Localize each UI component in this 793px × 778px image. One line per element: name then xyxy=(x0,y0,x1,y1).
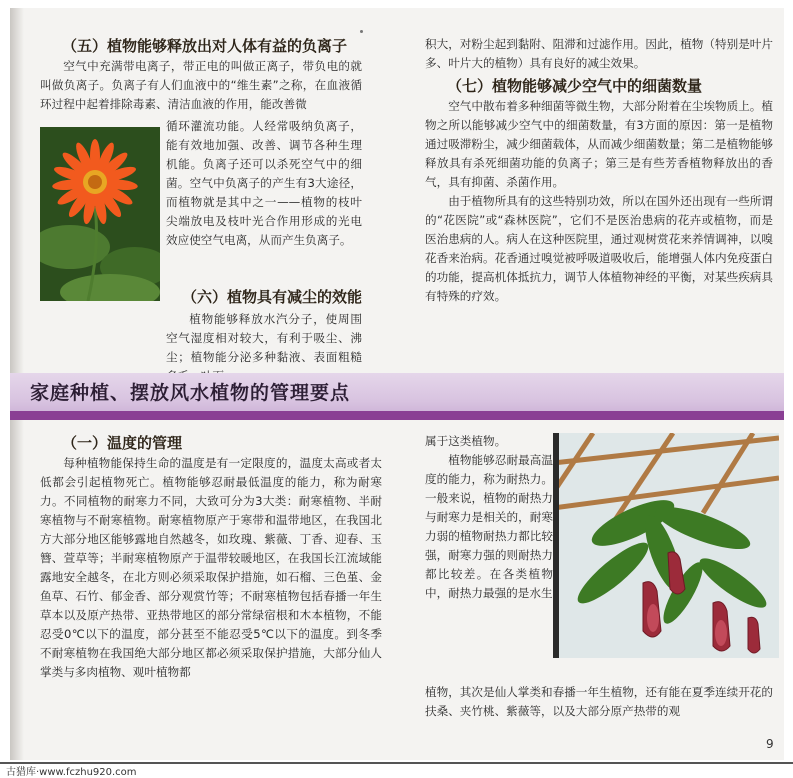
paragraph-bacteria: 空气中散布着多种细菌等微生物，大部分附着在尘埃物质上。植物之所以能够减少空气中的细菌数量，有3方面的原因：第一是植物通过吸滞粉尘，减少细菌载体，从而减少细菌数量；第二是植物能够释放具有杀死细菌功能的负离子；第三是有些芳香植物释放出的香气，具有抑菌、杀菌作用。 xyxy=(425,99,773,189)
left-top-column xyxy=(40,35,362,114)
paragraph-negative-ions: 空气中充满带电离子，带正电的叫做正离子，带负电的就叫做负离子。负离子有人们血液中的“维生素”之称，在血液循环过程中起着排除毒素、清洁血液的作用，能改善微 xyxy=(40,59,362,111)
right-top-column xyxy=(425,35,773,306)
gerbera-flower-illustration xyxy=(40,127,160,301)
paragraph-dust-cont: 积大，对粉尘起到黏附、阻滞和过滤作用。因此，植物（特别是叶片多、叶片大的植物）具有良好的减尘效果。 xyxy=(425,37,773,70)
section-heading-bacteria: （七）植物能够减少空气中的细菌数量 xyxy=(447,77,703,95)
gerbera-flower-photo xyxy=(40,127,160,301)
right-bottom-column xyxy=(425,432,553,603)
pitcher-plant-photo xyxy=(553,433,779,658)
pitcher-plant-illustration xyxy=(553,433,779,658)
paragraph-flower-hospital: 由于植物所具有的这些特别功效，所以在国外还出现有一些所谓的“花医院”或“森林医院”，它们不是医治患病的花卉或植物，而是医治患病的人。病人在这种医院里，通过观树赏花来养情调神，以嗅花香来治病。花香通过嗅觉被呼吸道吸收后，能增强人体内免疫蛋白的功能，提高机体抵抗力，调节人体植物神经的平衡，对某些疾病具有特殊的疗效。 xyxy=(425,194,773,303)
print-speck xyxy=(360,30,363,33)
section-heading-negative-ions: （五）植物能够释放出对人体有益的负离子 xyxy=(62,37,348,55)
paragraph-temperature-cont: 属于这类植物。 xyxy=(425,434,507,448)
section-heading-temperature: （一）温度的管理 xyxy=(62,434,183,452)
section-heading-dust: （六）植物具有减尘的效能 xyxy=(181,288,362,306)
paragraph-negative-ions-cont: 循环灌流功能。人经常吸纳负离子，能有效地加强、改善、调节各种生理机能。负离子还可以杀死空气中的细菌。空气中负离子的产生有3大途径，而植物就是其中之一——植物的枝叶尖端放电及枝叶光合作用形成的光电效应使空气电离，从而产生负离子。 xyxy=(166,119,362,247)
section-banner-bar xyxy=(10,411,784,420)
footer-watermark: 古猎库·www.fczhu920.com xyxy=(6,767,137,778)
right-bottom-wide-block xyxy=(425,640,773,721)
left-top-wrap-column xyxy=(166,117,362,250)
left-heading6-block xyxy=(166,286,362,308)
section-banner-title: 家庭种植、摆放风水植物的管理要点 xyxy=(30,382,351,404)
paragraph-heat-tolerance-cont: 植物，其次是仙人掌类和春播一年生植物，还有能在夏季连续开花的扶桑、夹竹桃、紫薇等，以及大部分原产热带的观 xyxy=(425,685,773,718)
page-number: 9 xyxy=(766,737,774,751)
paragraph-heat-tolerance: 植物能够忍耐最高温度的能力，称为耐热力。一般来说，植物的耐热力与耐寒力是相关的，耐寒力弱的植物耐热力都比较强，耐寒力强的则耐热力都比较差。在各类植物中，耐热力最强的是水生 xyxy=(425,453,553,600)
paragraph-temperature: 每种植物能保持生命的温度是有一定限度的，温度太高或者太低都会引起植物死亡。植物能够忍耐最低温度的能力，称为耐寒力。不同植物的耐寒力不同，大致可分为3大类：耐寒植物、半耐寒植物与不耐寒植物。耐寒植物原产于寒带和温带地区，在我国北方大部分地区能够露地自然越冬，如玫瑰、紫薇、丁香、迎春、玉簪、萱草等；半耐寒植物原产于温带较暖地区，在我国长江流域能露地安全越冬，在北方则必须采取保护措施，如石榴、三色堇、金鱼草、石竹、郁金香、部分观赏竹等；不耐寒植物包括春播一年生草本以及原产热带、亚热带地区的部分常绿宿根和木本植物，不能忍受0℃以下的温度，部分甚至不能忍受5℃以下的温度。到冬季不耐寒植物在我国绝大部分地区都必须采取保护措施，大部分仙人掌类与多肉植物、观叶植物都 xyxy=(40,456,382,679)
paragraph-dust: 植物能够释放水汽分子，使周围空气湿度相对较大，有利于吸尘、沸尘；植物能分泌多种黏液、表面粗糙 xyxy=(166,312,362,364)
left-bottom-column xyxy=(40,432,382,682)
